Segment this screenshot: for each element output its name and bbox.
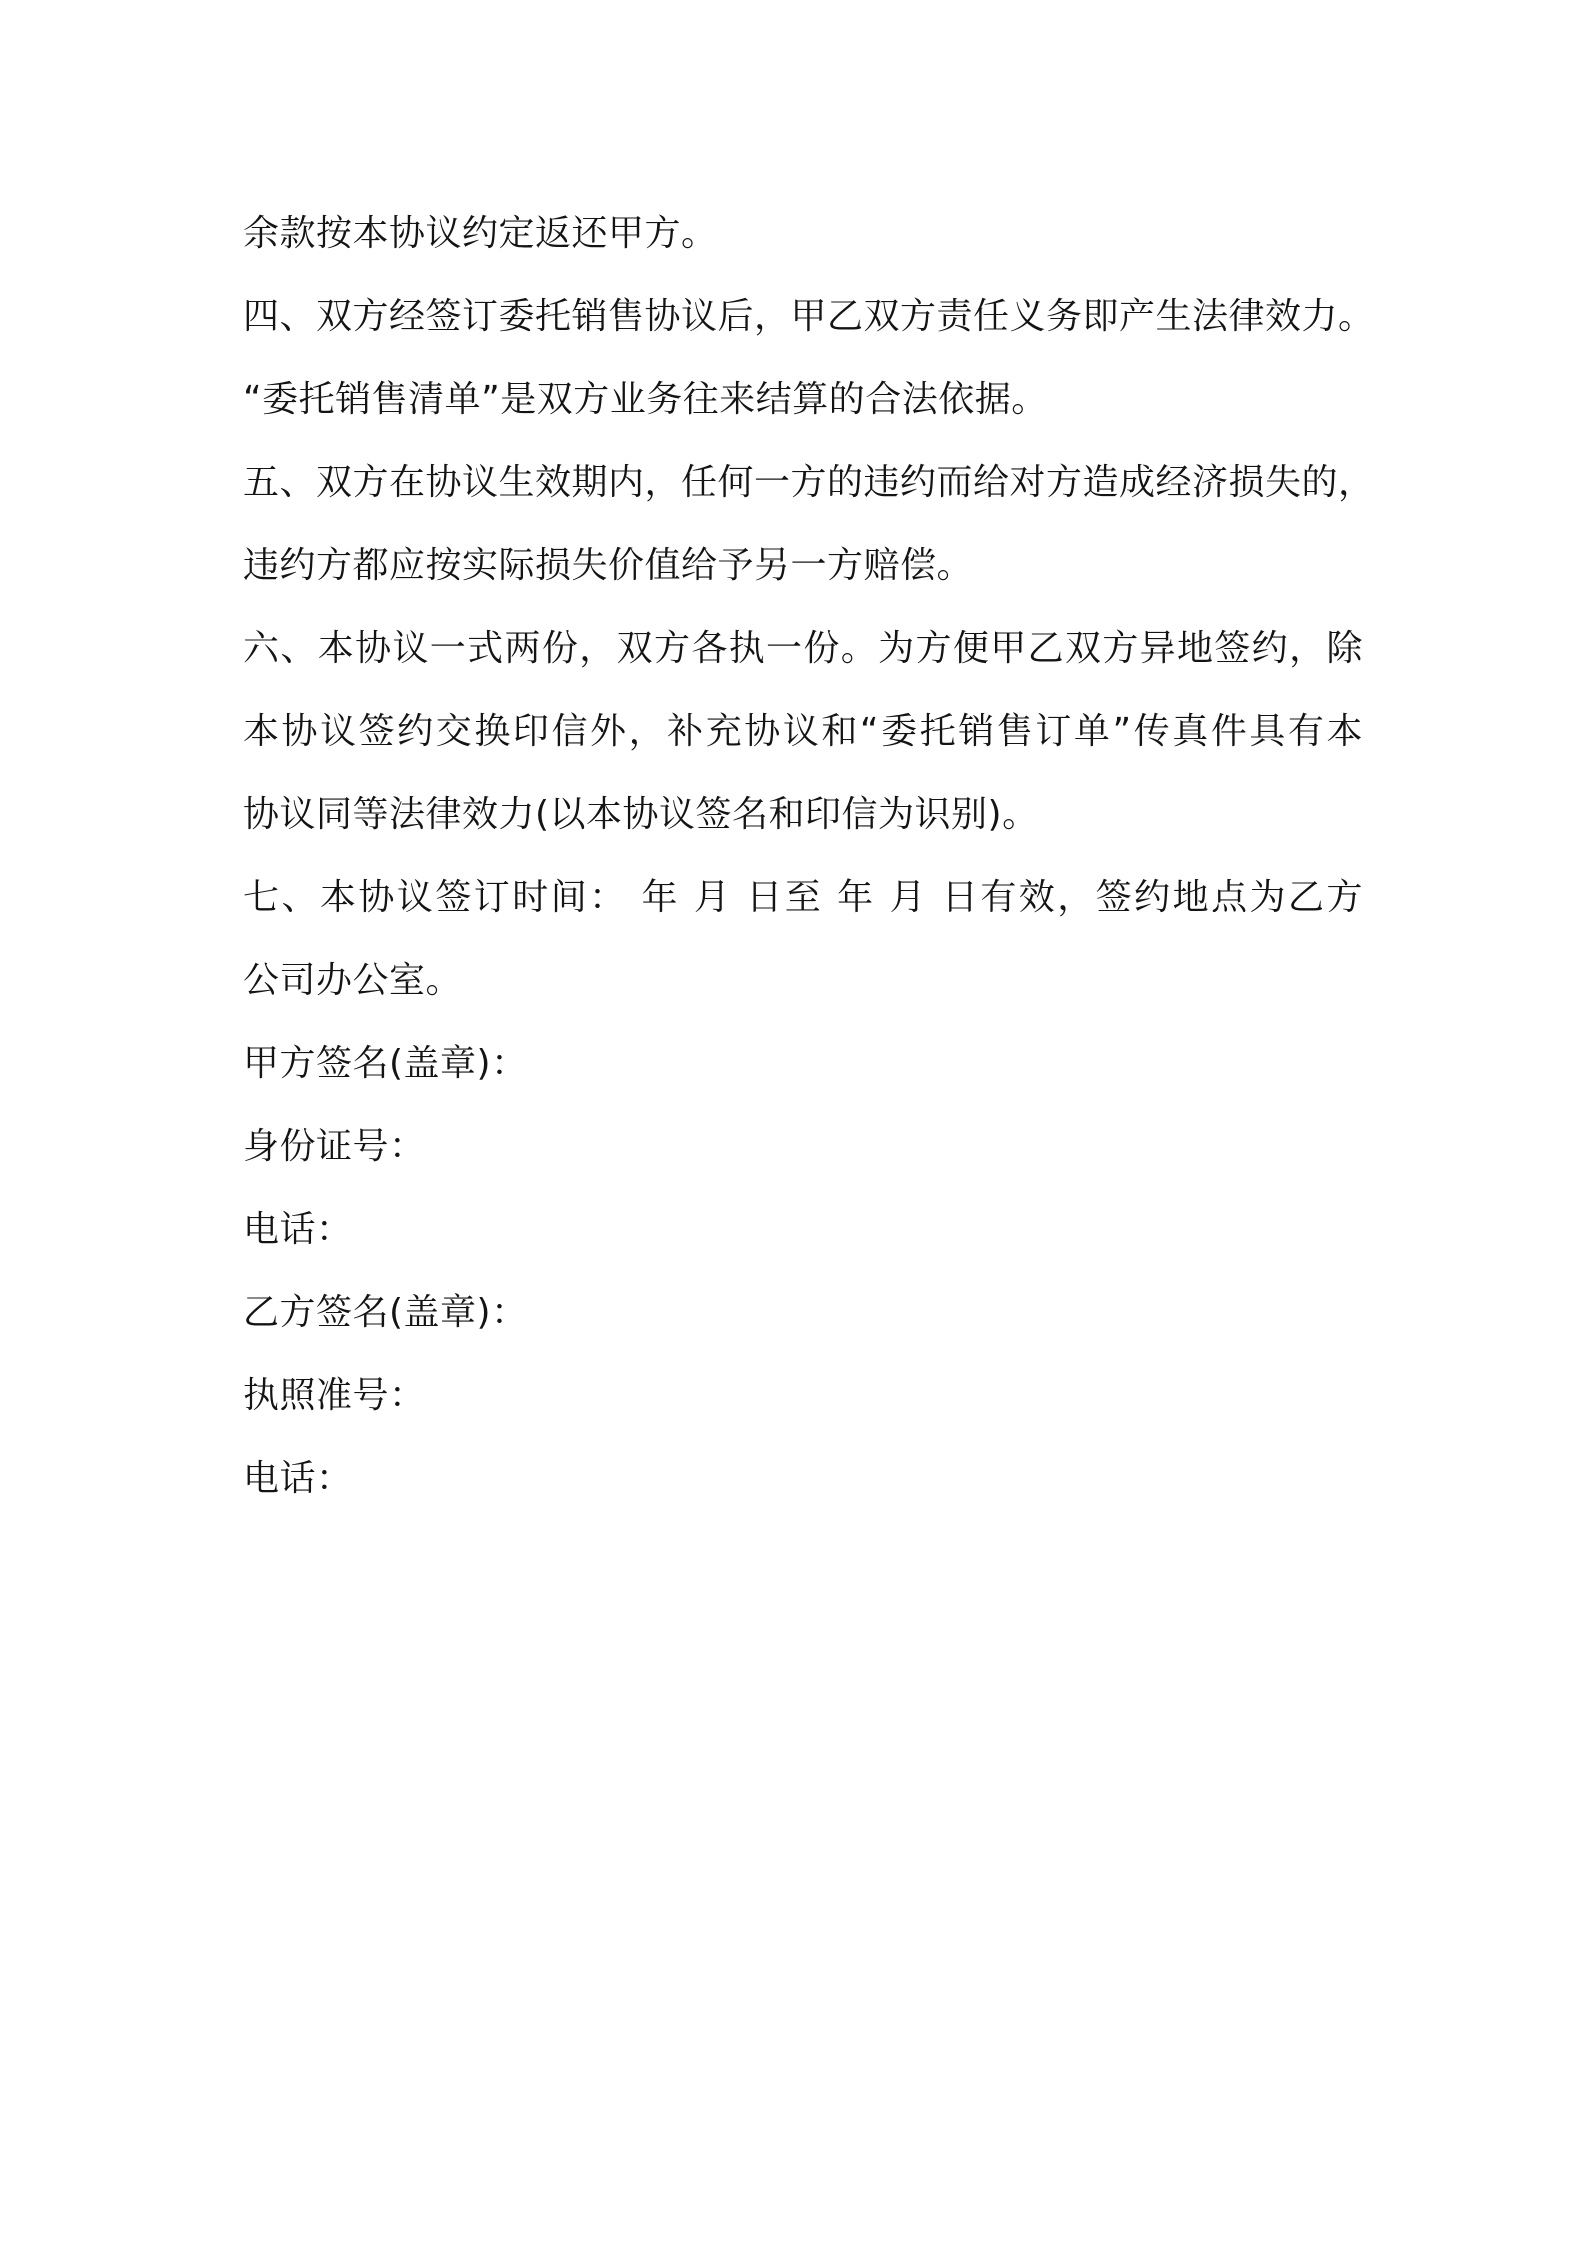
- clause-4-line-2: “委托销售清单”是双方业务往来结算的合法依据。: [243, 379, 1048, 420]
- party-a-id-label: 身份证号：: [243, 1126, 426, 1167]
- clause-6-line-2: 本协议签约交换印信外，补充协议和“委托销售订单”传真件具有本: [243, 711, 1363, 752]
- clause-7-line-1: 七、本协议签订时间： 年 月 日至 年 月 日有效，签约地点为乙方: [243, 877, 1363, 918]
- clause-6-line-1: 六、本协议一式两份，双方各执一份。为方便甲乙双方异地签约，除: [243, 628, 1363, 669]
- clause-4-line-1: 四、双方经签订委托销售协议后，甲乙双方责任义务即产生法律效力。: [243, 296, 1375, 337]
- clause-5-line-1: 五、双方在协议生效期内，任何一方的违约而给对方造成经济损失的，: [243, 462, 1375, 503]
- party-b-license-label: 执照准号：: [243, 1375, 426, 1416]
- clause-6-line-3: 协议同等法律效力(以本协议签名和印信为识别)。: [243, 794, 1039, 835]
- party-a-signature-label: 甲方签名(盖章)：: [243, 1043, 528, 1084]
- party-b-signature-label: 乙方签名(盖章)：: [243, 1292, 528, 1333]
- party-b-phone-label: 电话：: [243, 1458, 353, 1499]
- clause-5-line-2: 违约方都应按实际损失价值给予另一方赔偿。: [243, 545, 974, 586]
- party-a-phone-label: 电话：: [243, 1209, 353, 1250]
- clause-7-line-2: 公司办公室。: [243, 960, 463, 1001]
- clause-3-end: 余款按本协议约定返还甲方。: [243, 213, 718, 254]
- document-body: [243, 192, 1375, 1520]
